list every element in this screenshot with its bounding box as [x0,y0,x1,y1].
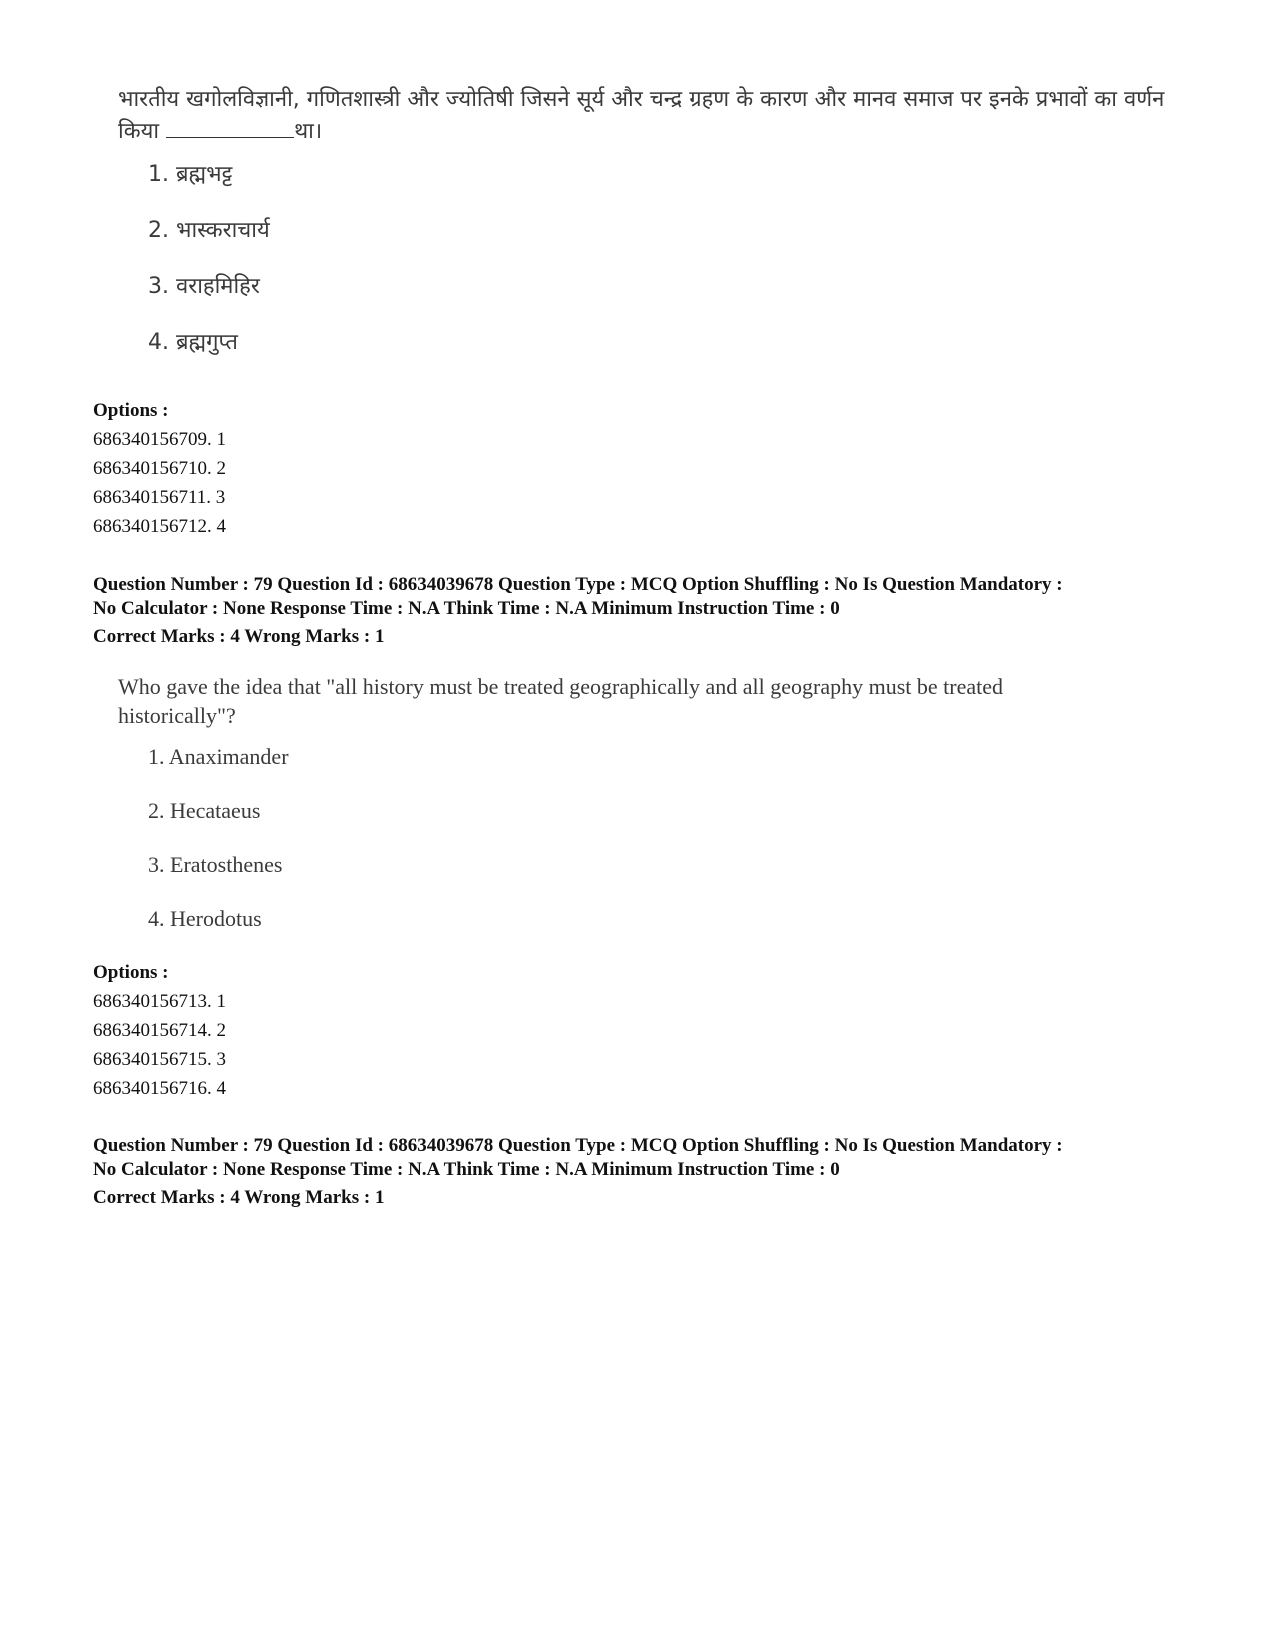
question-header-line-1: Question Number : 79 Question Id : 68634039678 Question Type : MCQ Option Shuffling : No Is Question Mandatory : [93,1135,1063,1156]
question-marks: Correct Marks : 4 Wrong Marks : 1 [93,626,385,647]
question-1-option: 2. भास्कराचार्य [148,218,270,243]
question-2-option: 4. Herodotus [148,906,262,931]
option-id: 686340156713. 1 [93,991,226,1012]
question-header-1 [93,573,1223,649]
question-2-image [118,672,1078,958]
question-1-option: 1. ब्रह्मभट्ट [148,162,233,187]
question-1-image [118,84,1178,384]
question-marks: Correct Marks : 4 Wrong Marks : 1 [93,1187,385,1208]
question-header-line-2: No Calculator : None Response Time : N.A Think Time : N.A Minimum Instruction Time : 0 [93,598,840,619]
option-id: 686340156716. 4 [93,1078,226,1099]
question-1-stem [118,84,1178,148]
option-id: 686340156715. 3 [93,1049,226,1070]
option-id: 686340156714. 2 [93,1020,226,1041]
question-1-stem-end: था। [294,119,323,144]
question-2-option: 3. Eratosthenes [148,852,283,877]
fill-blank [166,117,294,138]
question-2-options-ids [93,958,1213,1103]
question-header-2 [93,1134,1223,1210]
question-header-line-1: Question Number : 79 Question Id : 68634039678 Question Type : MCQ Option Shuffling : No Is Question Mandatory : [93,574,1063,595]
question-2-option: 2. Hecataeus [148,798,261,823]
question-1-option: 4. ब्रह्मगुप्त [148,330,238,355]
question-2-option: 1. Anaximander [148,744,289,769]
question-1-stem-text: भारतीय खगोलविज्ञानी, गणितशास्त्री और ज्योतिषी जिसने सूर्य और चन्द्र ग्रहण के कारण और मानव समाज पर इनके प्रभावों का वर्णन किया [118,87,1165,144]
option-id: 686340156711. 3 [93,487,226,508]
option-id: 686340156712. 4 [93,516,226,537]
question-1-option-list [148,160,1178,358]
question-header-line-2: No Calculator : None Response Time : N.A Think Time : N.A Minimum Instruction Time : 0 [93,1159,840,1180]
option-id: 686340156710. 2 [93,458,226,479]
question-1-option: 3. वराहमिहिर [148,274,260,299]
options-label: Options : [93,962,169,983]
question-1-options-ids [93,396,1213,541]
question-2-stem: Who gave the idea that "all history must be treated geographically and all geography must be treated historically"? [118,674,1004,728]
options-label: Options : [93,400,169,421]
option-id: 686340156709. 1 [93,429,226,450]
question-2-option-list [148,742,1078,934]
